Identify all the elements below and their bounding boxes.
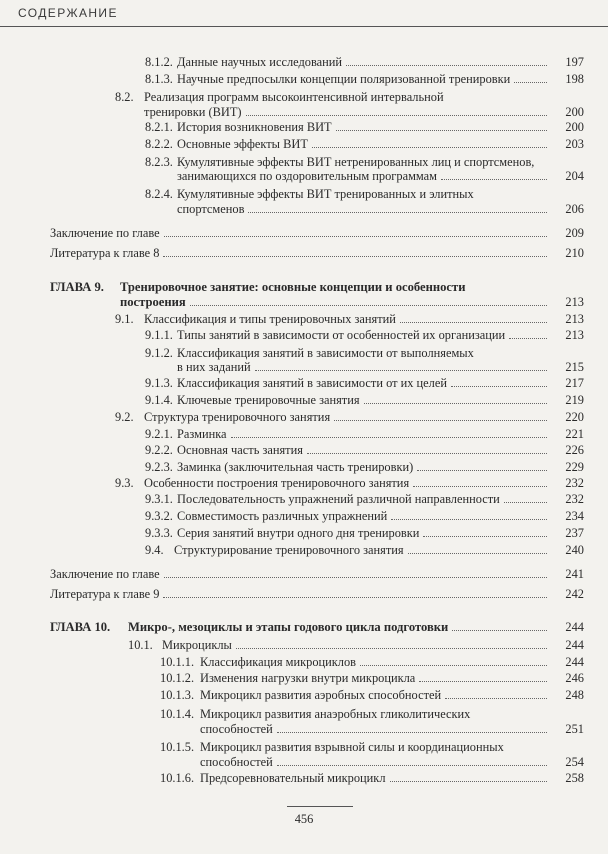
toc-number: 8.2.1. bbox=[145, 120, 173, 134]
toc-entry[interactable] bbox=[50, 566, 553, 582]
chapter-title: Тренировочное занятие: основные концепции и особенности bbox=[120, 280, 466, 294]
toc-leader bbox=[441, 179, 547, 180]
toc-page: 248 bbox=[565, 688, 584, 702]
toc-number: 10.1.1. bbox=[160, 655, 195, 669]
toc-leader bbox=[307, 453, 547, 454]
toc-page: 203 bbox=[565, 137, 584, 151]
toc-leader bbox=[312, 147, 547, 148]
toc-number: 9.1. bbox=[115, 312, 134, 326]
chapter-number: ГЛАВА 9. bbox=[50, 280, 104, 294]
toc-leader bbox=[514, 82, 547, 83]
toc-page: 221 bbox=[565, 427, 584, 441]
toc-entry[interactable] bbox=[145, 525, 553, 541]
toc-title: Предсоревновательный микроцикл bbox=[200, 771, 386, 785]
toc-number: 8.2. bbox=[115, 90, 134, 104]
toc-title: Последовательность упражнений различной направленности bbox=[177, 492, 500, 506]
toc-page: 234 bbox=[565, 509, 584, 523]
toc-number: 10.1.3. bbox=[160, 688, 195, 702]
toc-page: 258 bbox=[565, 771, 584, 785]
toc-entry[interactable] bbox=[160, 670, 553, 686]
toc-page: 215 bbox=[565, 360, 584, 374]
toc-title: Микроциклы bbox=[162, 638, 232, 652]
toc-leader bbox=[255, 370, 547, 371]
toc-number: 9.2. bbox=[115, 410, 134, 424]
toc-page: 210 bbox=[565, 246, 584, 260]
toc-leader bbox=[190, 305, 547, 306]
toc-title-continued: в них заданий bbox=[177, 360, 251, 374]
toc-entry-line2[interactable] bbox=[177, 201, 553, 217]
header-rule bbox=[0, 26, 608, 27]
toc-page: 240 bbox=[565, 543, 584, 557]
toc-title-continued: занимающихся по оздоровительным программам bbox=[177, 169, 438, 183]
toc-page: 204 bbox=[565, 169, 584, 183]
toc-leader bbox=[164, 577, 547, 578]
toc-number: 8.2.3. bbox=[145, 155, 173, 169]
toc-entry[interactable] bbox=[145, 392, 553, 408]
toc-page: 244 bbox=[565, 655, 584, 669]
toc-page: 244 bbox=[565, 638, 584, 652]
toc-entry-line2[interactable] bbox=[200, 721, 553, 737]
toc-title-continued: спортсменов bbox=[177, 202, 245, 216]
toc-title: Основная часть занятия bbox=[177, 443, 303, 457]
toc-title: Структурирование тренировочного занятия bbox=[174, 543, 404, 557]
toc-leader bbox=[334, 420, 547, 421]
toc-number: 9.1.4. bbox=[145, 393, 173, 407]
running-header: СОДЕРЖАНИЕ bbox=[18, 6, 118, 20]
toc-title: Кумулятивные эффекты ВИТ нетренированных лиц и спортсменов, bbox=[177, 155, 535, 169]
page-number: 456 bbox=[294, 812, 314, 826]
toc-number: 8.1.3. bbox=[145, 72, 173, 86]
toc-entry-line1[interactable] bbox=[160, 739, 504, 755]
toc-leader bbox=[236, 648, 547, 649]
toc-leader bbox=[509, 338, 547, 339]
toc-leader bbox=[445, 698, 547, 699]
toc-leader bbox=[504, 502, 547, 503]
chapter-number: ГЛАВА 10. bbox=[50, 620, 111, 634]
toc-entry[interactable] bbox=[50, 225, 553, 241]
toc-leader bbox=[277, 732, 547, 733]
toc-entry[interactable] bbox=[128, 637, 553, 653]
toc-leader bbox=[423, 536, 547, 537]
toc-title: Микроцикл развития анаэробных гликолитических bbox=[200, 707, 471, 721]
toc-entry[interactable] bbox=[50, 586, 553, 602]
toc-entry[interactable] bbox=[145, 442, 553, 458]
toc-title-continued: способностей bbox=[200, 722, 273, 736]
toc-title-continued: тренировки (ВИТ) bbox=[144, 105, 242, 119]
toc-leader bbox=[452, 630, 547, 631]
toc-entry-line2[interactable] bbox=[177, 168, 553, 184]
toc-entry[interactable] bbox=[145, 327, 553, 343]
toc-title: История возникновения ВИТ bbox=[177, 120, 332, 134]
toc-entry-line2[interactable] bbox=[177, 359, 553, 375]
toc-number: 9.4. bbox=[145, 543, 164, 557]
chapter-heading-line1[interactable] bbox=[50, 279, 465, 295]
toc-number: 10.1.2. bbox=[160, 671, 195, 685]
toc-number: 9.1.1. bbox=[145, 328, 173, 342]
toc-number: 9.2.2. bbox=[145, 443, 173, 457]
toc-number: 8.2.4. bbox=[145, 187, 173, 201]
toc-entry[interactable] bbox=[145, 54, 553, 70]
toc-leader bbox=[346, 65, 547, 66]
toc-page: 206 bbox=[565, 202, 584, 216]
toc-number: 9.3.3. bbox=[145, 526, 173, 540]
toc-title: Ключевые тренировочные занятия bbox=[177, 393, 360, 407]
toc-page: 244 bbox=[565, 620, 584, 634]
toc-entry[interactable] bbox=[115, 475, 553, 491]
toc-number: 9.1.3. bbox=[145, 376, 173, 390]
toc-entry[interactable] bbox=[50, 245, 553, 261]
toc-page: 226 bbox=[565, 443, 584, 457]
toc-number: 10.1.5. bbox=[160, 740, 195, 754]
toc-entry-line2[interactable] bbox=[144, 104, 553, 120]
toc-number: 9.2.1. bbox=[145, 427, 173, 441]
toc-number: 9.1.2. bbox=[145, 346, 173, 360]
toc-entry-line1[interactable] bbox=[145, 186, 474, 202]
toc-page: 209 bbox=[565, 226, 584, 240]
toc-leader bbox=[336, 130, 547, 131]
toc-page: 200 bbox=[565, 105, 584, 119]
toc-title: Совместимость различных упражнений bbox=[177, 509, 388, 523]
toc-entry[interactable] bbox=[145, 508, 553, 524]
toc-page: 241 bbox=[565, 567, 584, 581]
toc-leader bbox=[231, 437, 547, 438]
toc-title: Литература к главе 9 bbox=[50, 587, 160, 601]
toc-number: 8.1.2. bbox=[145, 55, 173, 69]
toc-number: 10.1. bbox=[128, 638, 153, 652]
toc-leader bbox=[400, 322, 547, 323]
toc-leader bbox=[391, 519, 547, 520]
toc-entry-line1[interactable] bbox=[115, 89, 444, 105]
toc-page: 242 bbox=[565, 587, 584, 601]
toc-page: 197 bbox=[565, 55, 584, 69]
toc-entry-line1[interactable] bbox=[160, 706, 470, 722]
toc-entry[interactable] bbox=[145, 119, 553, 135]
toc-entry-line2[interactable] bbox=[200, 754, 553, 770]
toc-entry[interactable] bbox=[145, 459, 553, 475]
toc-title: Изменения нагрузки внутри микроцикла bbox=[200, 671, 416, 685]
toc-title: Заминка (заключительная часть тренировки) bbox=[177, 460, 414, 474]
toc-leader bbox=[408, 553, 547, 554]
toc-entry[interactable] bbox=[115, 311, 553, 327]
toc-page: 232 bbox=[565, 476, 584, 490]
toc-leader bbox=[246, 115, 547, 116]
chapter-title-continued: построения bbox=[120, 295, 186, 309]
toc-page: 246 bbox=[565, 671, 584, 685]
toc-entry[interactable] bbox=[160, 770, 553, 786]
toc-leader bbox=[277, 765, 547, 766]
toc-page: 219 bbox=[565, 393, 584, 407]
toc-leader bbox=[417, 470, 547, 471]
toc-title: Основные эффекты ВИТ bbox=[177, 137, 308, 151]
toc-page: 213 bbox=[565, 295, 584, 309]
toc-leader bbox=[419, 681, 547, 682]
toc-number: 8.2.2. bbox=[145, 137, 173, 151]
toc-page: 251 bbox=[565, 722, 584, 736]
chapter-heading[interactable] bbox=[50, 619, 553, 635]
toc-title: Классификация занятий в зависимости от их целей bbox=[177, 376, 447, 390]
toc-leader bbox=[248, 212, 547, 213]
toc-entry[interactable] bbox=[145, 491, 553, 507]
toc-page: 200 bbox=[565, 120, 584, 134]
toc-title: Типы занятий в зависимости от особенностей их организации bbox=[177, 328, 506, 342]
toc-leader bbox=[364, 403, 547, 404]
toc-entry[interactable] bbox=[145, 375, 553, 391]
toc-number: 10.1.4. bbox=[160, 707, 195, 721]
toc-number: 10.1.6. bbox=[160, 771, 195, 785]
toc-leader bbox=[413, 486, 547, 487]
toc-title-continued: способностей bbox=[200, 755, 273, 769]
toc-title: Особенности построения тренировочного занятия bbox=[144, 476, 410, 490]
folio-rule bbox=[287, 806, 353, 807]
toc-number: 9.3. bbox=[115, 476, 134, 490]
toc-entry[interactable] bbox=[160, 654, 553, 670]
toc-title: Классификация микроциклов bbox=[200, 655, 357, 669]
chapter-heading-line2[interactable] bbox=[120, 294, 553, 310]
toc-entry[interactable] bbox=[145, 426, 553, 442]
toc-title: Реализация программ высокоинтенсивной интервальной bbox=[144, 90, 444, 104]
toc-page: 213 bbox=[565, 312, 584, 326]
toc-entry[interactable] bbox=[115, 409, 553, 425]
toc-title: Структура тренировочного занятия bbox=[144, 410, 331, 424]
toc-leader bbox=[360, 665, 547, 666]
toc-number: 9.2.3. bbox=[145, 460, 173, 474]
toc-leader bbox=[163, 256, 547, 257]
toc-page: 213 bbox=[565, 328, 584, 342]
toc-page: 237 bbox=[565, 526, 584, 540]
toc-page: 220 bbox=[565, 410, 584, 424]
toc-title: Заключение по главе bbox=[50, 567, 160, 581]
toc-entry[interactable] bbox=[160, 687, 553, 703]
toc-title: Серия занятий внутри одного дня тренировки bbox=[177, 526, 420, 540]
toc-title: Микроцикл развития аэробных способностей bbox=[200, 688, 442, 702]
toc-title: Кумулятивные эффекты ВИТ тренированных и элитных bbox=[177, 187, 474, 201]
toc-title: Классификация занятий в зависимости от выполняемых bbox=[177, 346, 474, 360]
toc-leader bbox=[390, 781, 548, 782]
toc-leader bbox=[163, 597, 547, 598]
toc-title: Данные научных исследований bbox=[177, 55, 343, 69]
toc-entry[interactable] bbox=[145, 136, 553, 152]
toc-leader bbox=[451, 386, 547, 387]
toc-entry[interactable] bbox=[145, 71, 553, 87]
toc-page: 232 bbox=[565, 492, 584, 506]
toc-title: Микроцикл развития взрывной силы и координационных bbox=[200, 740, 504, 754]
toc-page: 198 bbox=[565, 72, 584, 86]
toc-leader bbox=[164, 236, 547, 237]
toc-title: Литература к главе 8 bbox=[50, 246, 160, 260]
toc-title: Разминка bbox=[177, 427, 227, 441]
toc-title: Заключение по главе bbox=[50, 226, 160, 240]
toc-page: 254 bbox=[565, 755, 584, 769]
chapter-title: Микро-, мезоциклы и этапы годового цикла подготовки bbox=[128, 620, 449, 634]
toc-title: Классификация и типы тренировочных занятий bbox=[144, 312, 396, 326]
toc-entry[interactable] bbox=[145, 542, 553, 558]
toc-page: 217 bbox=[565, 376, 584, 390]
toc-number: 9.3.1. bbox=[145, 492, 173, 506]
toc-title: Научные предпосылки концепции поляризованной тренировки bbox=[177, 72, 511, 86]
toc-page: 229 bbox=[565, 460, 584, 474]
toc-number: 9.3.2. bbox=[145, 509, 173, 523]
